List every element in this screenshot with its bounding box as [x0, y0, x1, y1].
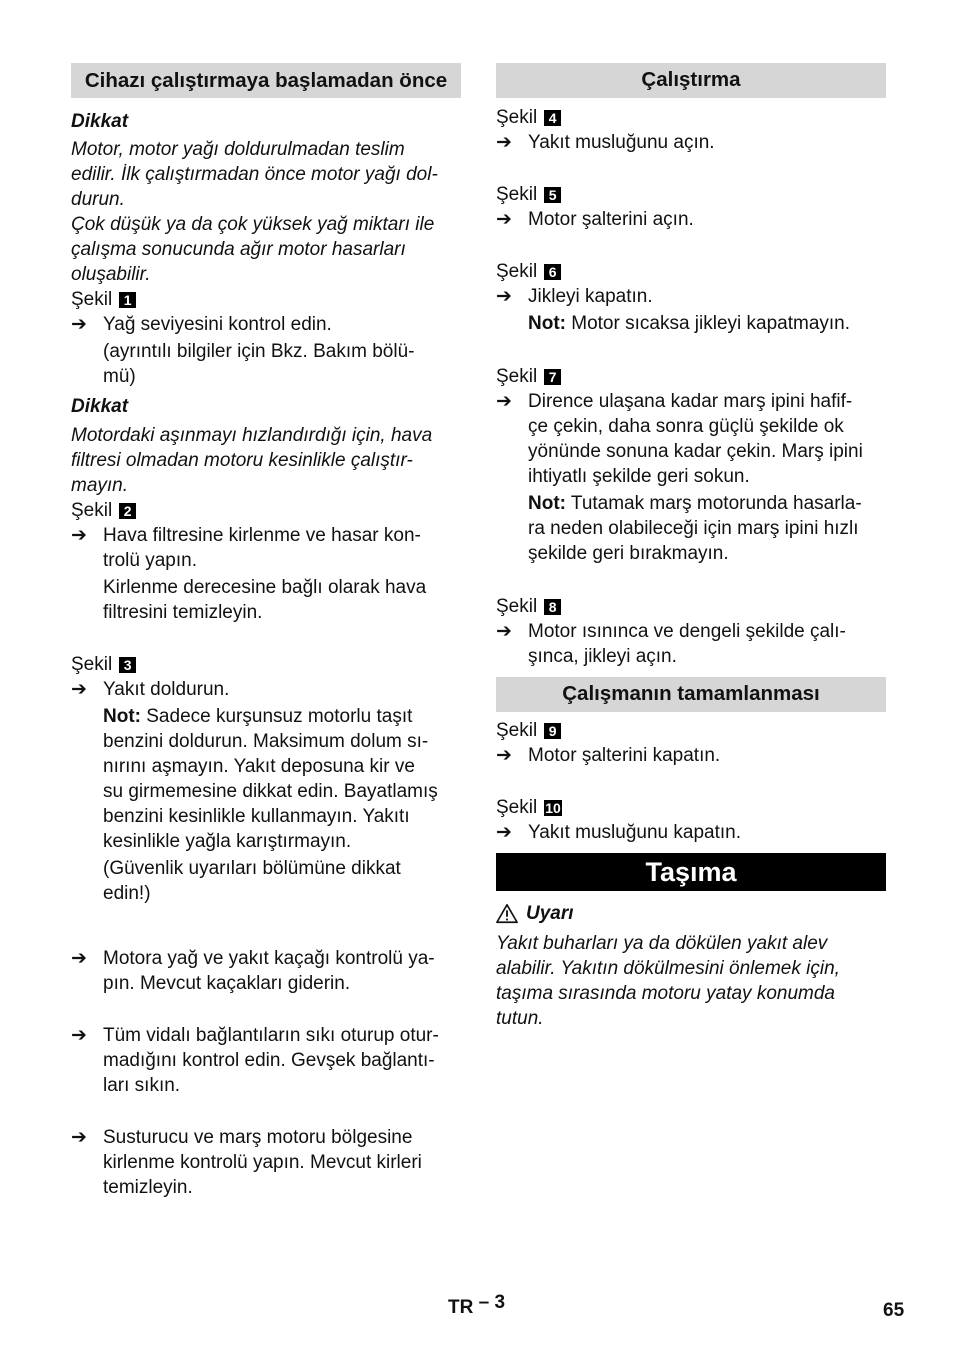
step-subtext: (ayrıntılı bilgiler için Bkz. Bakım bölü- — [103, 341, 415, 362]
arrow-right-icon: ➔ — [496, 621, 512, 642]
step-text: çe çekin, daha sonra güçlü şekilde ok — [528, 416, 844, 437]
step-subtext: mü) — [103, 366, 136, 387]
footer-section-code — [448, 1292, 506, 1319]
figure-ref — [496, 718, 886, 743]
arrow-right-icon: ➔ — [71, 948, 87, 969]
figure-number: 5 — [544, 187, 561, 203]
step-text: temizleyin. — [103, 1177, 193, 1198]
figure-ref — [496, 594, 886, 619]
step-text: Yakıt musluğunu açın. — [528, 132, 715, 153]
left-column — [71, 63, 461, 1200]
figure-ref — [496, 259, 886, 284]
figure-number: 2 — [119, 503, 136, 519]
caution-text-line: mayın. — [71, 475, 129, 496]
caution-text-line: oluşabilir. — [71, 264, 151, 285]
step-text: Motor şalterini kapatın. — [528, 745, 721, 766]
figure-ref — [496, 105, 886, 130]
warning-text-line: tutun. — [496, 1008, 544, 1029]
note-text: Tutamak marş motorunda hasarla- — [565, 493, 862, 514]
step-item — [496, 389, 886, 489]
step-item — [496, 284, 886, 309]
warning-text-line: taşıma sırasında motoru yatay konumda — [496, 983, 835, 1004]
note-label: Not: — [103, 706, 141, 727]
warning-triangle-icon — [496, 903, 518, 925]
arrow-right-icon: ➔ — [71, 525, 87, 546]
warning-text-line: Yakıt buharları ya da dökülen yakıt alev — [496, 933, 828, 954]
note-text: benzini kesinlikle kullanmayın. Yakıtı — [103, 806, 410, 827]
caution-text-line: edilir. İlk çalıştırmadan önce motor yağı dol- — [71, 164, 438, 185]
step-text: Jikleyi kapatın. — [528, 286, 653, 307]
arrow-right-icon: ➔ — [71, 314, 87, 335]
note-text: Sadece kurşunsuz motorlu taşıt — [140, 706, 413, 727]
section-heading-before-start: Cihazı çalıştırmaya başlamadan önce — [71, 63, 461, 98]
note-text: su girmemesine dikkat edin. Bayatlamış — [103, 781, 438, 802]
caution-text-line: Çok düşük ya da çok yüksek yağ miktarı ile — [71, 214, 435, 235]
step-item — [71, 312, 461, 337]
step-text: Motor ısınınca ve dengeli şekilde çalı- — [528, 621, 846, 642]
step-subtext: filtresini temizleyin. — [103, 602, 263, 623]
figure-number: 8 — [544, 599, 561, 615]
step-text: Susturucu ve marş motoru bölgesine — [103, 1127, 413, 1148]
figure-label: Şekil — [71, 654, 113, 675]
arrow-right-icon: ➔ — [71, 1025, 87, 1046]
figure-label: Şekil — [496, 596, 538, 617]
step-item — [71, 677, 461, 702]
note-text: nırını aşmayın. Yakıt deposuna kir ve — [103, 756, 415, 777]
step-text: Motor şalterini açın. — [528, 209, 694, 230]
figure-ref — [71, 652, 461, 677]
figure-number: 4 — [544, 110, 561, 126]
figure-number: 3 — [119, 657, 136, 673]
step-item — [496, 820, 886, 845]
caution-label: Dikkat — [71, 396, 129, 417]
step-text: madığını kontrol edin. Gevşek bağlantı- — [103, 1050, 435, 1071]
footer-section-number: – 3 — [478, 1292, 506, 1313]
caution-text-line: filtresi olmadan motoru kesinlikle çalıştır- — [71, 450, 413, 471]
step-text: Yakıt doldurun. — [103, 679, 230, 700]
caution-label: Dikkat — [71, 111, 129, 132]
arrow-right-icon: ➔ — [496, 132, 512, 153]
note-text: ra neden olabileceği için marş ipini hızlı — [528, 518, 859, 539]
figure-label: Şekil — [496, 366, 538, 387]
step-text: Hava filtresine kirlenme ve hasar kon- — [103, 525, 421, 546]
caution-text-line: durun. — [71, 189, 125, 210]
note-text: Motor sıcaksa jikleyi kapatmayın. — [565, 313, 851, 334]
figure-label: Şekil — [496, 261, 538, 282]
step-subtext: Kirlenme derecesine bağlı olarak hava — [103, 577, 427, 598]
figure-label: Şekil — [496, 797, 538, 818]
step-text: Yağ seviyesini kontrol edin. — [103, 314, 332, 335]
figure-label: Şekil — [71, 500, 113, 521]
note-label: Not: — [528, 313, 566, 334]
step-text: Tüm vidalı bağlantıların sıkı oturup otur- — [103, 1025, 439, 1046]
note-text: şekilde geri bırakmayın. — [528, 543, 729, 564]
arrow-right-icon: ➔ — [496, 745, 512, 766]
figure-number: 10 — [545, 799, 561, 816]
caution-text-line: çalışma sonucunda ağır motor hasarları — [71, 239, 406, 260]
note-text: kesinlikle yağla karıştırmayın. — [103, 831, 352, 852]
figure-ref — [496, 182, 886, 207]
step-item — [71, 1023, 461, 1098]
figure-ref — [496, 364, 886, 389]
step-item — [496, 130, 886, 155]
warning-label: Uyarı — [526, 903, 574, 924]
figure-number: 1 — [119, 292, 136, 308]
step-subtext: (Güvenlik uyarıları bölümüne dikkat — [103, 858, 401, 879]
figure-number: 6 — [544, 264, 561, 280]
note-label: Not: — [528, 493, 566, 514]
step-text: ları sıkın. — [103, 1075, 181, 1096]
section-heading-operation: Çalıştırma — [496, 63, 886, 98]
step-item — [71, 1125, 461, 1200]
caution-text-line: Motor, motor yağı doldurulmadan teslim — [71, 139, 405, 160]
step-text: kirlenme kontrolü yapın. Mevcut kirleri — [103, 1152, 422, 1173]
step-item — [71, 946, 461, 996]
arrow-right-icon: ➔ — [496, 286, 512, 307]
step-text: şınca, jikleyi açın. — [528, 646, 677, 667]
figure-number: 9 — [544, 723, 561, 739]
figure-ref — [71, 498, 461, 523]
figure-ref — [496, 795, 886, 820]
step-text: trolü yapın. — [103, 550, 197, 571]
step-text: yönünde sonuna kadar çekin. Marş ipini — [528, 441, 863, 462]
right-column — [496, 63, 886, 1031]
arrow-right-icon: ➔ — [71, 679, 87, 700]
figure-label: Şekil — [496, 720, 538, 741]
step-text: pın. Mevcut kaçakları giderin. — [103, 973, 351, 994]
section-heading-finishing: Çalışmanın tamamlanması — [496, 677, 886, 712]
caution-text-line: Motordaki aşınmayı hızlandırdığı için, hava — [71, 425, 433, 446]
warning-title — [496, 901, 886, 926]
chapter-heading-transport: Taşıma — [496, 853, 886, 891]
figure-ref — [71, 287, 461, 312]
page-number: 65 — [883, 1300, 905, 1321]
footer-language: TR — [448, 1297, 474, 1318]
figure-number: 7 — [544, 369, 561, 385]
step-subtext: edin!) — [103, 883, 151, 904]
step-item — [496, 619, 886, 669]
arrow-right-icon: ➔ — [71, 1127, 87, 1148]
step-item — [496, 207, 886, 232]
step-text: Yakıt musluğunu kapatın. — [528, 822, 741, 843]
figure-label: Şekil — [496, 107, 538, 128]
step-item — [71, 523, 461, 573]
step-text: Motora yağ ve yakıt kaçağı kontrolü ya- — [103, 948, 435, 969]
step-text: Dirence ulaşana kadar marş ipini hafif- — [528, 391, 853, 412]
note-text: benzini doldurun. Maksimum dolum sı- — [103, 731, 429, 752]
figure-label: Şekil — [71, 289, 113, 310]
arrow-right-icon: ➔ — [496, 822, 512, 843]
step-text: ihtiyatlı şekilde geri sokun. — [528, 466, 750, 487]
arrow-right-icon: ➔ — [496, 391, 512, 412]
figure-label: Şekil — [496, 184, 538, 205]
arrow-right-icon: ➔ — [496, 209, 512, 230]
warning-text-line: alabilir. Yakıtın dökülmesini önlemek için, — [496, 958, 840, 979]
step-item — [496, 743, 886, 768]
